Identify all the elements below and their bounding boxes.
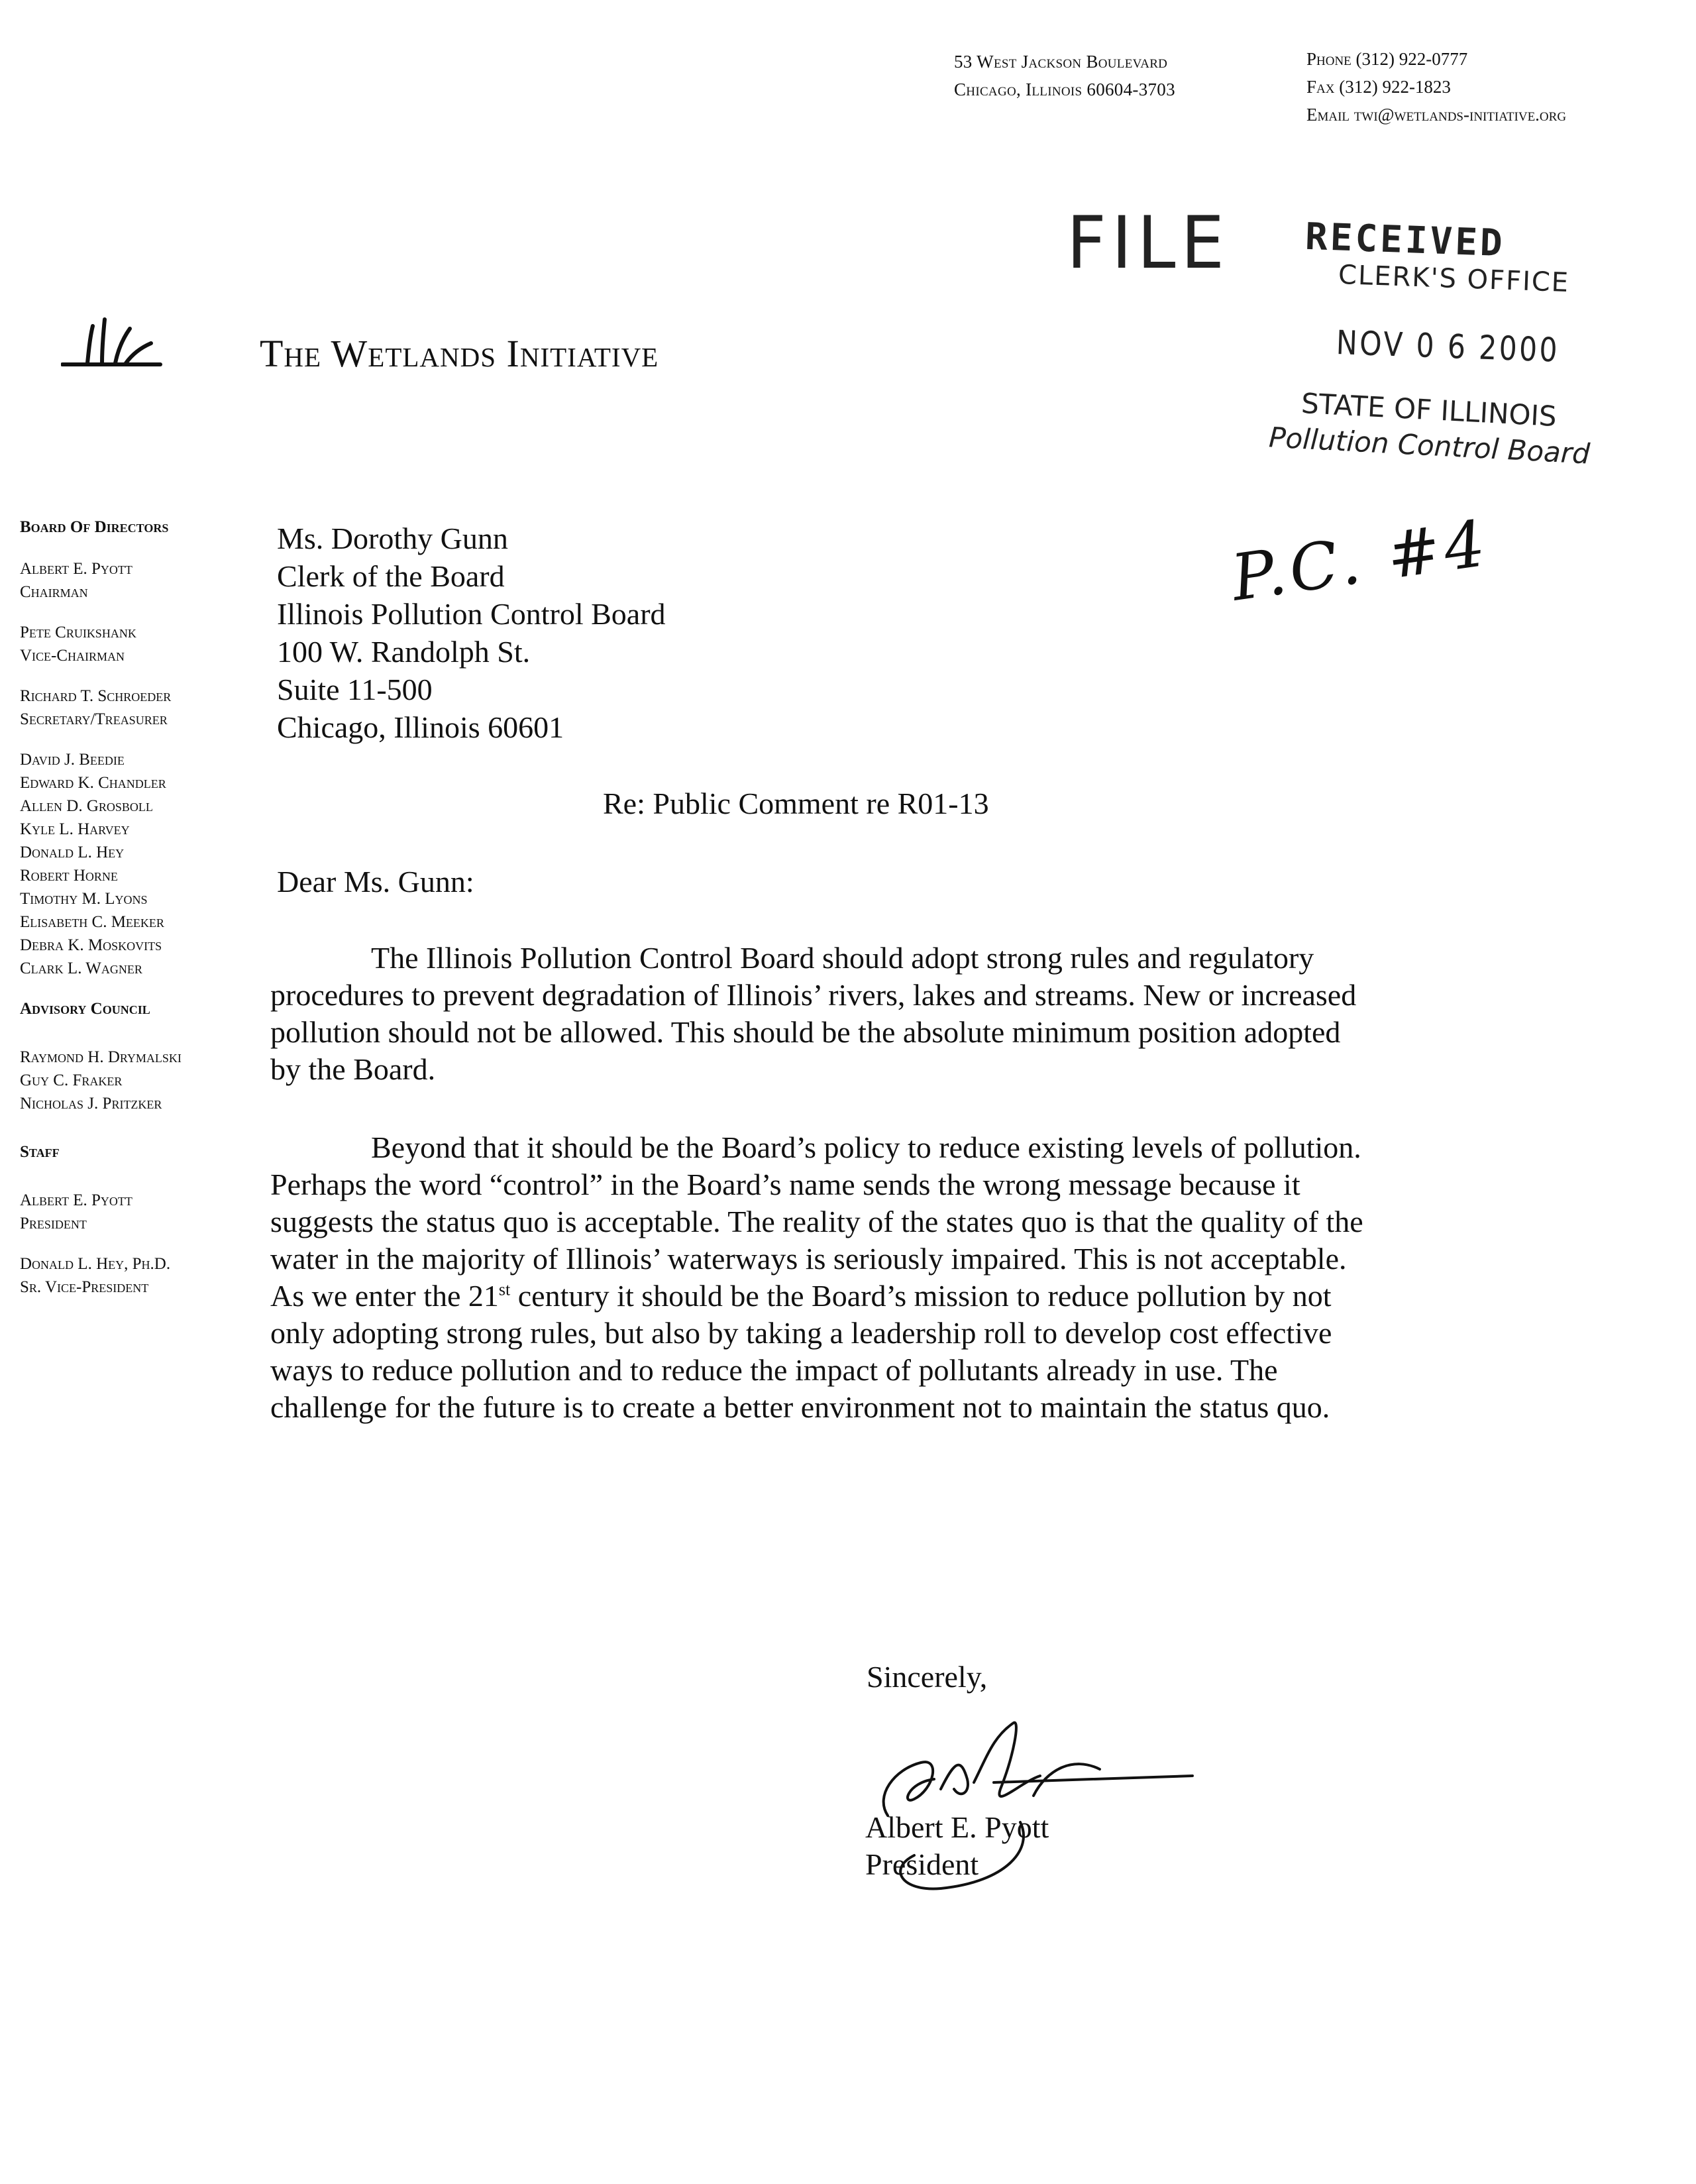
signer-name: Albert E. Pyott	[865, 1810, 1049, 1844]
file-stamp: FILE	[1067, 199, 1230, 286]
ordinal-suffix: st	[498, 1280, 511, 1299]
received-date-stamp: NOV 0 6 2000	[1335, 323, 1560, 370]
staff-name: Donald L. Hey, Ph.D.	[20, 1255, 171, 1273]
director-name: Elisabeth C. Meeker	[20, 913, 164, 931]
address-line-2: Chicago, Illinois 60604-3703	[954, 80, 1175, 99]
paragraph-text	[270, 1129, 1370, 1426]
contact-info	[1306, 45, 1566, 129]
email-address: Email twi@wetlands-initiative.org	[1306, 105, 1567, 125]
wetlands-logo-icon	[61, 317, 167, 370]
addressee-line: Suite 11-500	[277, 673, 433, 706]
board-stamp: Pollution Control Board	[1268, 421, 1591, 470]
addressee-line: Chicago, Illinois 60601	[277, 710, 564, 744]
closing: Sincerely,	[867, 1660, 988, 1694]
addressee-line: Clerk of the Board	[277, 559, 505, 593]
advisory-list	[20, 1046, 245, 1115]
director-name: Donald L. Hey	[20, 844, 125, 861]
staff-heading: Staff	[20, 1143, 60, 1161]
directors-list	[20, 748, 245, 980]
director-name: Edward K. Chandler	[20, 774, 166, 792]
advisory-heading: Advisory Council	[20, 1000, 150, 1018]
paragraph-text-part: century it should be the Board’s mission to reduce pollution by not only adopting strong rules, but also by taking a leadership roll to develop cost effective ways to reduce pollution and to reduce the impact of pollutants already in use. The challenge for the future is to create a better environment not to maintain the status quo.	[270, 1279, 1332, 1424]
addressee-line: Ms. Dorothy Gunn	[277, 521, 508, 555]
officer-title: Vice-Chairman	[20, 647, 125, 665]
board-heading: Board Of Directors	[20, 518, 169, 536]
officer-name: Richard T. Schroeder	[20, 687, 172, 705]
subject-line: Re: Public Comment re R01-13	[603, 787, 989, 820]
addressee-block	[277, 519, 666, 746]
staff-entry	[20, 1189, 245, 1235]
officer-title: Secretary/Treasurer	[20, 710, 168, 728]
addressee-line: 100 W. Randolph St.	[277, 635, 531, 669]
organization-name: The Wetlands Initiative	[260, 332, 659, 375]
advisor-name: Nicholas J. Pritzker	[20, 1095, 162, 1113]
body-paragraph-1	[270, 940, 1370, 1088]
board-sidebar	[20, 516, 245, 1316]
salutation: Dear Ms. Gunn:	[277, 865, 474, 899]
director-name: Debra K. Moskovits	[20, 936, 162, 954]
officer-name: Albert E. Pyott	[20, 560, 132, 578]
clerks-office-stamp: CLERK'S OFFICE	[1338, 259, 1570, 299]
director-name: Robert Horne	[20, 867, 118, 885]
fax-number: Fax (312) 922-1823	[1306, 77, 1451, 97]
handwritten-note: P.C. #4	[1227, 506, 1494, 616]
signer-block	[865, 1809, 1049, 1883]
director-name: Allen D. Grosboll	[20, 797, 153, 815]
advisor-name: Guy C. Fraker	[20, 1071, 123, 1089]
phone-number: Phone (312) 922-0777	[1306, 49, 1468, 69]
officer-entry	[20, 684, 245, 731]
signer-title: President	[865, 1847, 979, 1881]
director-name: David J. Beedie	[20, 751, 125, 769]
paragraph-text: The Illinois Pollution Control Board should adopt strong rules and regulatory procedures to prevent degradation of Illinois’ rivers, lakes and streams. New or increased pollution should not be allowed. This should be the absolute minimum position adopted by the Board.	[270, 941, 1357, 1086]
paragraph-text-part: Beyond that it should be the Board’s policy to reduce existing levels of pollution. Perhaps the word “control” in the Board’s name sends the wrong message because it suggests the status quo is acceptable. The reality of the states quo is that the quality of the water in the majority of Illinois’ waterways is seriously impaired. This is not acceptable. As we enter the 21	[270, 1130, 1363, 1313]
staff-title: Sr. Vice-President	[20, 1278, 149, 1296]
body-paragraph-2	[270, 1129, 1370, 1426]
director-name: Kyle L. Harvey	[20, 820, 130, 838]
staff-entry	[20, 1252, 245, 1299]
officer-title: Chairman	[20, 583, 88, 601]
organization-address	[954, 48, 1175, 103]
officer-name: Pete Cruikshank	[20, 624, 136, 641]
director-name: Clark L. Wagner	[20, 959, 142, 977]
address-line-1: 53 West Jackson Boulevard	[954, 52, 1168, 72]
director-name: Timothy M. Lyons	[20, 890, 148, 908]
officer-entry	[20, 557, 245, 604]
officer-entry	[20, 621, 245, 667]
received-stamp: RECEIVED	[1304, 215, 1506, 266]
staff-name: Albert E. Pyott	[20, 1191, 132, 1209]
addressee-line: Illinois Pollution Control Board	[277, 597, 666, 631]
staff-title: President	[20, 1215, 87, 1232]
advisor-name: Raymond H. Drymalski	[20, 1048, 182, 1066]
state-stamp: STATE OF ILLINOIS	[1300, 386, 1558, 433]
